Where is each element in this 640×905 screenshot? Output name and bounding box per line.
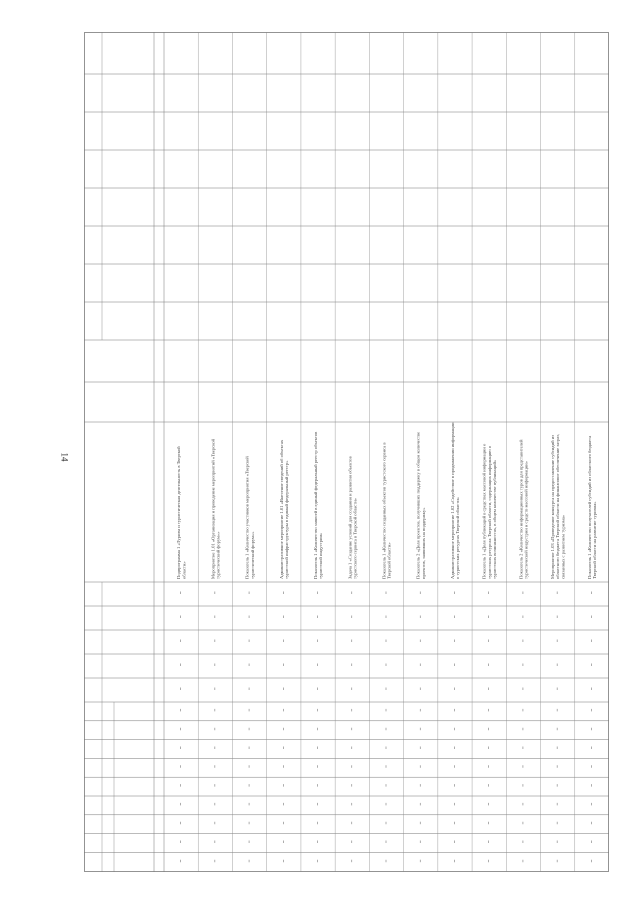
row-name: Показатель 1 «Доля публикаций в средствах массовой информации отуристских ресурсах Тверской области, содержащих информацию отуристских возможностях, в общем количестве публикаций» [481,443,497,579]
row-name: Мероприятие 1.03 «Проведение конкурса на предоставление субсидий изобластного бюджета Тверской области на финансовое обеспечение затрат,связанных с развитием туризма» [550,433,566,579]
row-name: Задача 1 «Создание условий для создания и развития объектовтуристского сервиса в Тверской области» [347,456,358,579]
row-name: Показатель 1 «Количество записей в единый федеральный реестр объектовтуристской индустрии» [313,431,324,579]
page-number: 14 [59,452,70,462]
row-name: Подпрограмма 1 «Туризм и туристическая деятельность в Тверскойобласти» [176,446,187,579]
table-frame [85,33,609,872]
row-name: Мероприятие 1.01 «Организация и проведение мероприятий «Тверскойтуристический форум»» [210,439,221,579]
row-name: Административное мероприятие 1.01 «Внесение сведений об объектахтуристской инфраструктуры в единый федеральный реестр» [278,439,290,579]
row-name: Показатель 2 «Количество информационных туров для представителейтуристической индустрии и средств массовой информации» [518,439,529,579]
table-svg [84,32,609,872]
row-name: Показатель 2 «Доля проектов, получивших поддержку в общем количествепроектов, заявивших на поддержку» [415,431,426,579]
row-name: Показатель 1 «Количество созданных объектов туристского сервиса вТверской области» [381,442,392,579]
row-name: Показатель 1 «Количество получателей субсидий из областного бюджетаТверской области на развитие туризма» [586,435,598,579]
row-name: Административное мероприятие 1.02 «Содействие в продвижении информациио туристских ресурсах Тверской области» [449,422,461,579]
rotated-table [84,32,609,872]
row-name: Показатель 1 «Количество участников мероприятия «Тверскойтуристический форум»» [244,456,255,579]
